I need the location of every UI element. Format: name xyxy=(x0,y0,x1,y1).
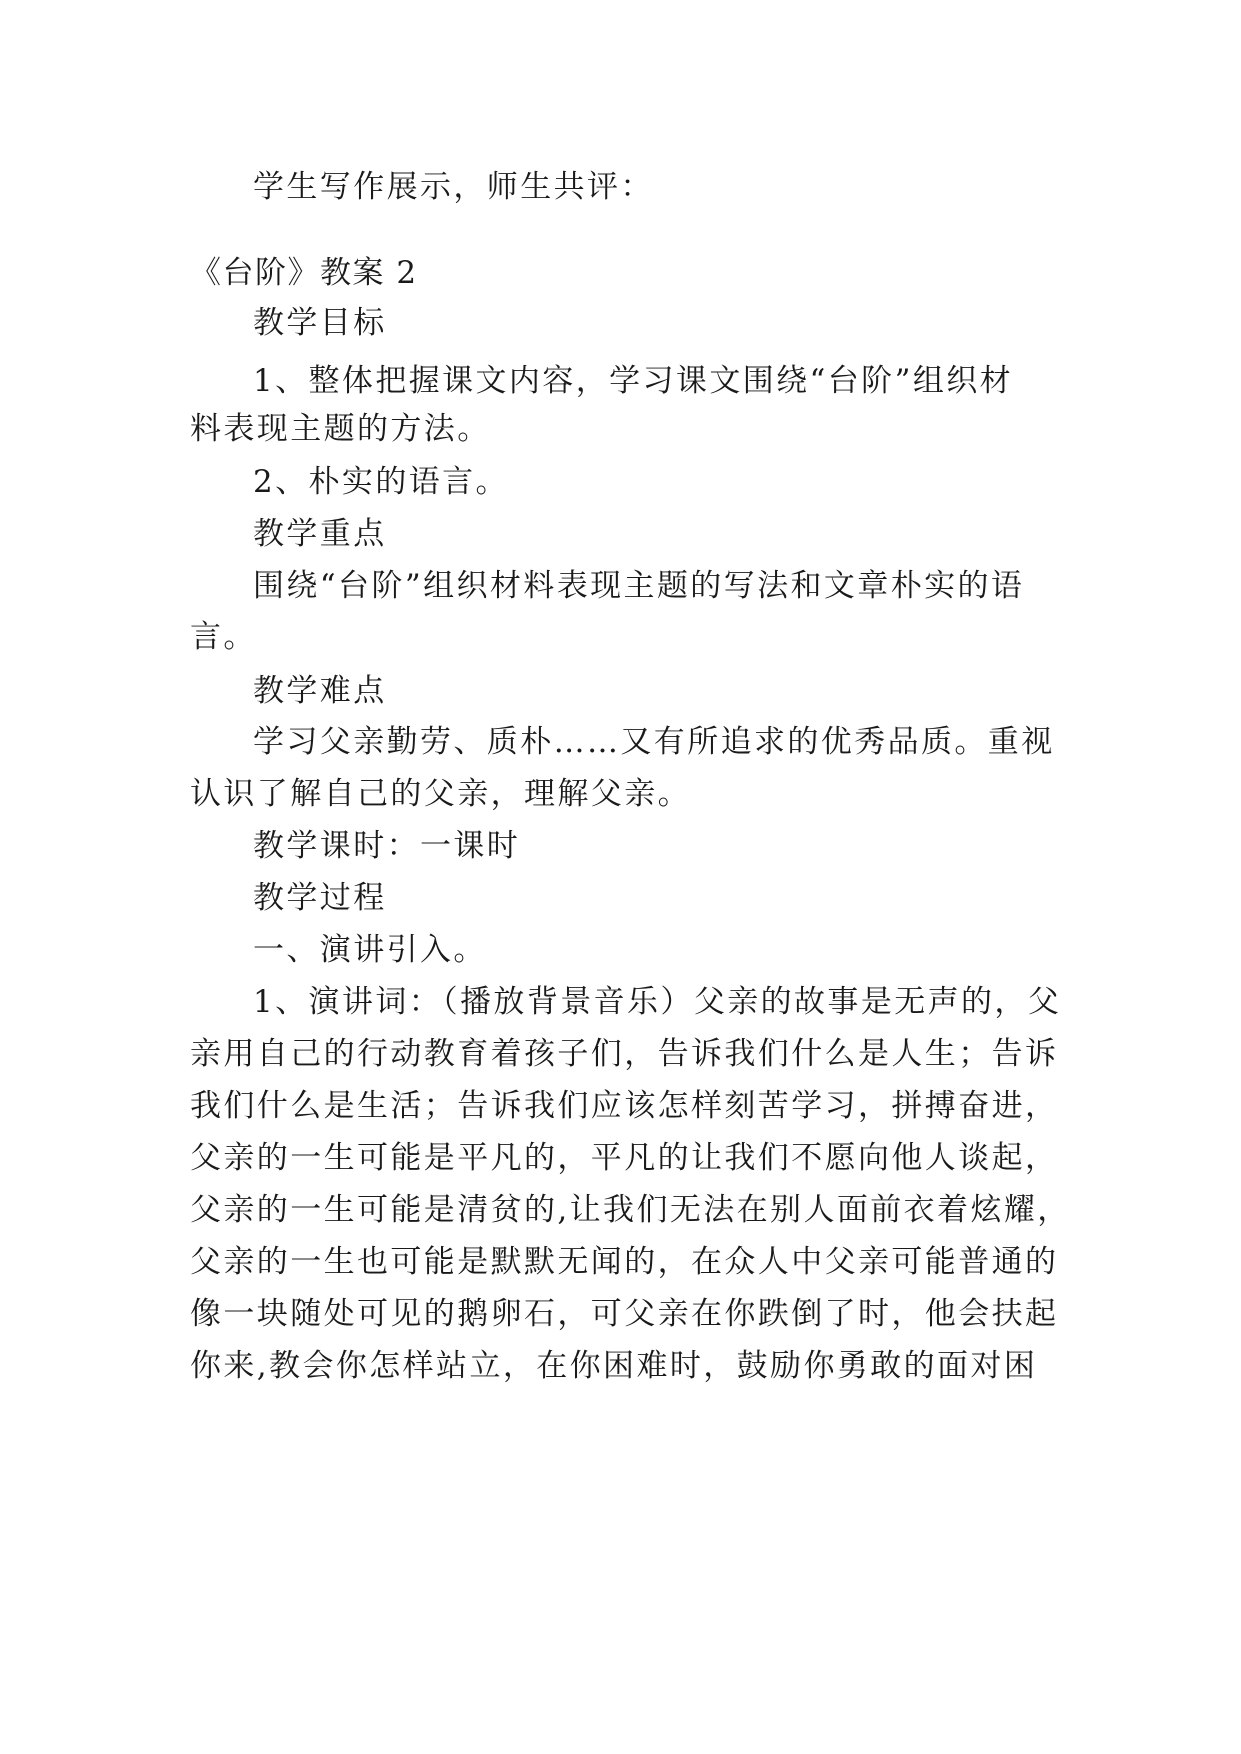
key-points-line-2: 言。 xyxy=(190,619,257,655)
difficulties-line-1: 学习父亲勤劳、质朴……又有所追求的优秀品质。重视 xyxy=(253,724,1055,760)
process-heading: 教学过程 xyxy=(253,880,387,916)
speech-line-7: 像一块随处可见的鹅卵石，可父亲在你跌倒了时，他会扶起 xyxy=(190,1296,1059,1332)
speech-line-6: 父亲的一生也可能是默默无闻的，在众人中父亲可能普通的 xyxy=(190,1244,1059,1280)
objective-1-line-1: 1、整体把握课文内容，学习课文围绕“台阶”组织材 xyxy=(253,363,1014,399)
class-hours: 教学课时：一课时 xyxy=(253,828,521,864)
key-points-line-1: 围绕“台阶”组织材料表现主题的写法和文章朴实的语 xyxy=(253,568,1025,604)
speech-line-4: 父亲的一生可能是平凡的，平凡的让我们不愿向他人谈起， xyxy=(190,1140,1059,1176)
speech-line-5: 父亲的一生可能是清贫的,让我们无法在别人面前衣着炫耀， xyxy=(190,1192,1071,1228)
objective-1-line-2: 料表现主题的方法。 xyxy=(190,411,491,447)
intro-paragraph: 学生写作展示，师生共评： xyxy=(253,169,654,205)
key-points-heading: 教学重点 xyxy=(253,516,387,552)
objectives-heading: 教学目标 xyxy=(253,305,387,341)
difficulties-line-2: 认识了解自己的父亲，理解父亲。 xyxy=(190,776,691,812)
objective-2: 2、朴实的语言。 xyxy=(253,464,509,500)
speech-line-8: 你来,教会你怎样站立，在你困难时，鼓励你勇敢的面对困 xyxy=(190,1348,1038,1384)
step-1-heading: 一、演讲引入。 xyxy=(253,932,487,968)
section-heading: 《台阶》教案 2 xyxy=(190,255,418,291)
speech-line-3: 我们什么是生活；告诉我们应该怎样刻苦学习，拼搏奋进， xyxy=(190,1088,1059,1124)
speech-line-2: 亲用自己的行动教育着孩子们，告诉我们什么是人生；告诉 xyxy=(190,1036,1059,1072)
speech-line-1: 1、演讲词：（播放背景音乐）父亲的故事是无声的，父 xyxy=(253,984,1062,1020)
difficulties-heading: 教学难点 xyxy=(253,673,387,709)
